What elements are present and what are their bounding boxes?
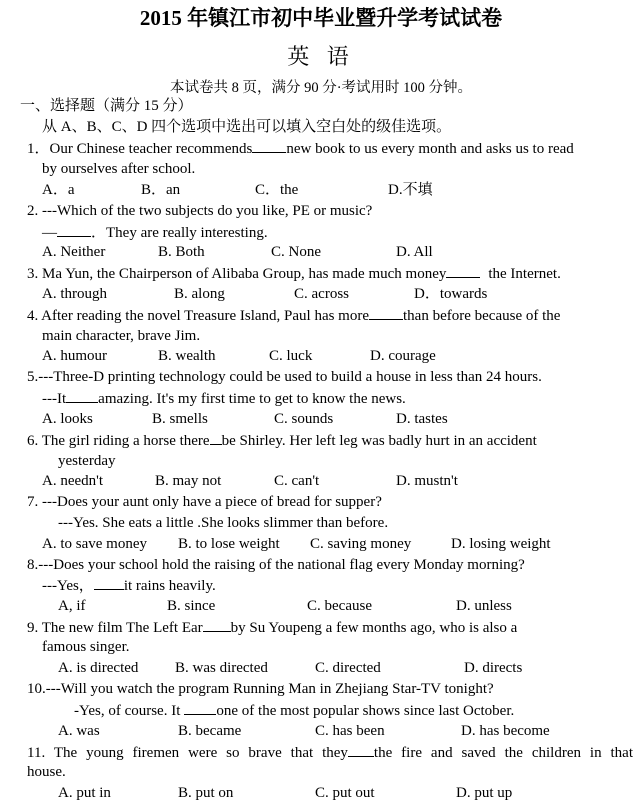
question-5-line-1: 5.---Three-D printing technology could be used to build a house in less than 24 hours. [27, 369, 542, 385]
question-8-line-2: ---Yes， it rains heavily. [42, 575, 216, 596]
answer-blank [57, 222, 91, 237]
option-a: A. looks [42, 411, 93, 427]
option-d: D. put up [456, 785, 513, 801]
question-6-line-1: 6. The girl riding a horse there be Shirley. Her left leg was badly hurt in an accident [27, 430, 537, 451]
question-7-line-2: ---Yes. She eats a little .She looks slimmer than before. [58, 515, 389, 531]
question-2-line-1: 2. ---Which of the two subjects do you like, PE or music? [27, 203, 373, 219]
option-c: C. luck [269, 348, 313, 364]
question-2-line-2: — ．They are really interesting. [42, 222, 268, 243]
option-d: D. tastes [396, 411, 448, 427]
option-c: C. across [294, 286, 349, 302]
question-9-line-1: 9. The new film The Left Ear by Su Youpeng a few months ago, who is also a [27, 617, 517, 638]
answer-blank [348, 742, 374, 757]
option-d: D. All [396, 244, 433, 260]
option-b: B. may not [155, 473, 222, 489]
option-c: C. saving money [310, 536, 412, 552]
answer-blank [369, 305, 403, 320]
exam-title: 2015 年镇江市初中毕业暨升学考试试卷 [139, 6, 503, 30]
option-c: C. directed [315, 660, 381, 676]
option-b: B. put on [178, 785, 234, 801]
option-b: B. to lose weight [178, 536, 280, 552]
option-b: B. Both [158, 244, 205, 260]
option-c: C. can't [274, 473, 320, 489]
option-c: C. sounds [274, 411, 334, 427]
option-b: B．an [141, 182, 181, 198]
question-3-line-1: 3. Ma Yun, the Chairperson of Alibaba Group, has made much money the Internet. [27, 263, 561, 284]
exam-notice: 本试卷共 8 页，满分 90 分·考试用时 100 分钟。 [169, 80, 473, 96]
option-a: A. was [58, 723, 100, 739]
section-heading: 一、选择题（满分 15 分） [20, 98, 193, 114]
question-9-line-2: famous singer. [42, 639, 130, 655]
question-10-line-2: -Yes, of course. It one of the most popular shows since last October. [74, 700, 514, 721]
answer-blank [66, 388, 98, 403]
option-c: C. put out [315, 785, 375, 801]
option-a: A. needn't [42, 473, 104, 489]
option-a: A. is directed [58, 660, 139, 676]
option-d: D. has become [461, 723, 550, 739]
option-b: B. became [178, 723, 242, 739]
answer-blank [252, 138, 286, 153]
subject-title: 英 语 [287, 44, 355, 69]
question-7-line-1: 7. ---Does your aunt only have a piece of bread for supper? [27, 494, 382, 510]
question-11-line-2: house. [27, 764, 66, 780]
option-d: D. directs [464, 660, 523, 676]
option-d: D. mustn't [396, 473, 458, 489]
option-b: B. was directed [175, 660, 268, 676]
question-10-line-1: 10.---Will you watch the program Running Man in Zhejiang Star-TV tonight? [27, 681, 494, 697]
question-11-line-1: 11. The young firemen were so brave that they the fire and saved the children in that [27, 742, 633, 763]
option-c: C. None [271, 244, 321, 260]
question-4-line-2: main character, brave Jim. [42, 328, 201, 344]
answer-blank [446, 263, 480, 278]
option-d: D. losing weight [451, 536, 551, 552]
question-6-line-2: yesterday [58, 453, 116, 469]
option-b: B. since [167, 598, 216, 614]
answer-blank [184, 700, 216, 715]
option-a: A, if [58, 598, 86, 614]
question-8-line-1: 8.---Does your school hold the raising of the national flag every Monday morning? [27, 557, 525, 573]
option-d: D．towards [414, 286, 488, 302]
option-a: A. Neither [42, 244, 106, 260]
question-4-line-1: 4. After reading the novel Treasure Island, Paul has more than before because of the [27, 305, 560, 326]
option-a: A. through [42, 286, 107, 302]
option-a: A．a [42, 182, 75, 198]
section-instruction: 从 A、B、C、D 四个选项中选出可以填入空白处的级佳选项。 [42, 119, 452, 135]
option-b: B. wealth [158, 348, 216, 364]
option-d: D. courage [370, 348, 436, 364]
option-a: A. put in [58, 785, 111, 801]
question-1-line-1: 1．Our Chinese teacher recommends new book to us every month and asks us to read [27, 138, 574, 159]
answer-blank [210, 430, 222, 445]
option-b: B. along [174, 286, 225, 302]
option-a: A. to save money [42, 536, 147, 552]
option-c: C. because [307, 598, 372, 614]
answer-blank [203, 617, 231, 632]
question-1-line-2: by ourselves after school. [42, 161, 196, 177]
answer-blank [94, 575, 124, 590]
option-d: D. unless [456, 598, 512, 614]
option-c: C. has been [315, 723, 385, 739]
option-c: C．the [255, 182, 299, 198]
option-a: A. humour [42, 348, 107, 364]
option-d: D.不填 [388, 182, 433, 198]
question-5-line-2: ---It amazing. It's my first time to get to know the news. [42, 388, 406, 409]
option-b: B. smells [152, 411, 208, 427]
